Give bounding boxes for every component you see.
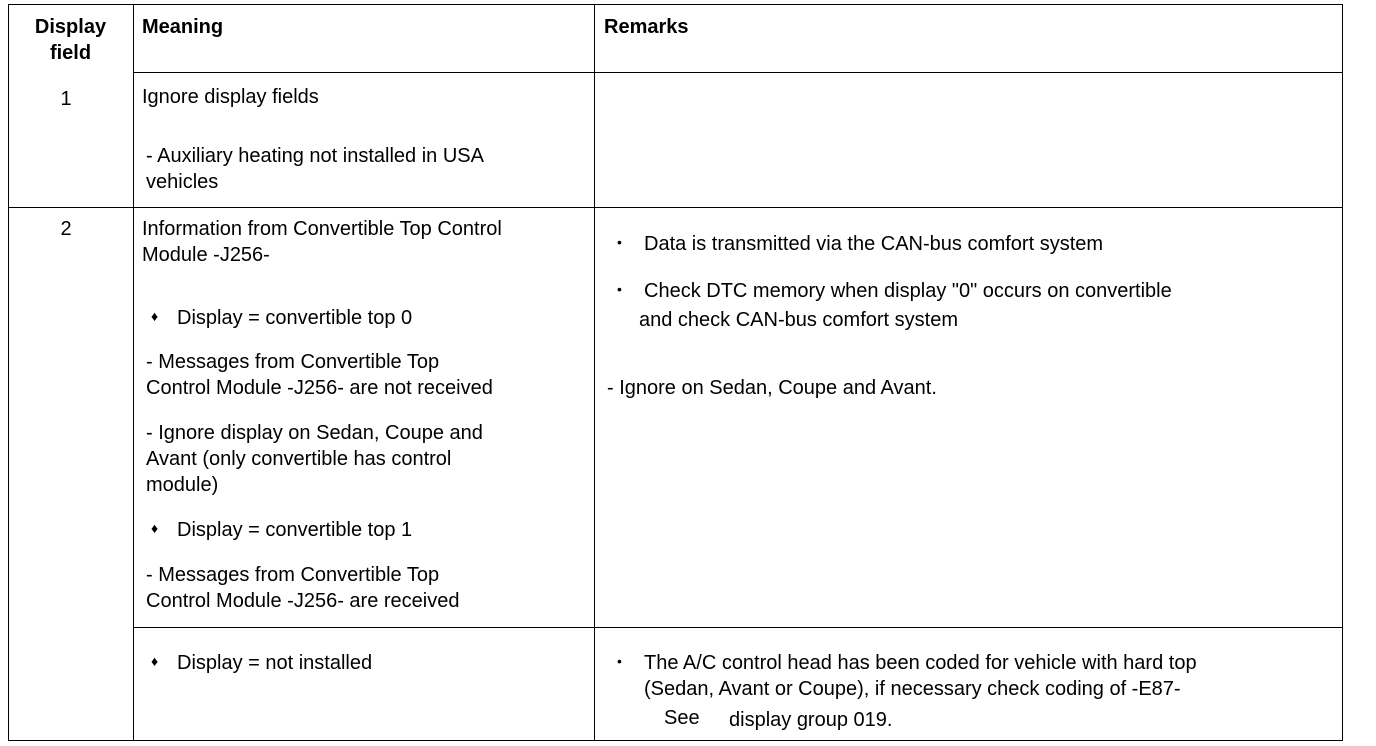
row2-intro-line2: Module -J256- [142, 244, 270, 266]
row1-field-number: 1 [60, 88, 72, 110]
row2-field-number: 2 [60, 218, 72, 240]
table-right-border [1342, 4, 1343, 741]
bullet-dot-icon: • [617, 281, 622, 297]
header-display-label: Display [34, 16, 107, 38]
row3-remark-line1: The A/C control head has been coded for vehicle with hard top [644, 652, 1197, 674]
row1-meaning-line1: Ignore display fields [142, 86, 319, 108]
diamond-bullet-icon: ♦ [151, 653, 159, 669]
header-field-label: field [49, 42, 92, 64]
row3-remark-see: See [664, 707, 700, 729]
column-divider-1 [133, 4, 134, 741]
column-divider-2 [594, 4, 595, 741]
row2-remark-bullet1: Data is transmitted via the CAN-bus comfort system [644, 233, 1104, 255]
row1-meaning-line2: - Auxiliary heating not installed in USA [146, 145, 484, 167]
row2-intro-line1: Information from Convertible Top Control [142, 218, 502, 240]
row3-remark-line2: (Sedan, Avant or Coupe), if necessary check coding of -E87- [644, 678, 1181, 700]
row2-remark-bullet2-line1: Check DTC memory when display "0" occurs on convertible [644, 280, 1172, 302]
row1-bottom-border [8, 207, 1342, 208]
row2-bullet-top1: Display = convertible top 1 [177, 519, 413, 541]
table-top-border [8, 4, 1342, 5]
row2-bullet-top0: Display = convertible top 0 [177, 307, 413, 329]
table-left-border [8, 4, 9, 741]
row2-received-line1: - Messages from Convertible Top [146, 564, 440, 586]
bullet-dot-icon: • [617, 653, 622, 669]
header-meaning: Meaning [142, 16, 224, 38]
row3-meaning-bullet: Display = not installed [177, 652, 373, 674]
header-display-field [8, 14, 133, 66]
header-divider [133, 72, 1342, 73]
row2-ignore-line2: Avant (only convertible has control [146, 448, 452, 470]
row2-ignore-line3: module) [146, 474, 219, 496]
row2-remark-bullet2-line2: and check CAN-bus comfort system [639, 309, 958, 331]
diamond-bullet-icon: ♦ [151, 520, 159, 536]
header-remarks: Remarks [604, 16, 689, 38]
row3-remark-display-group-link[interactable]: display group 019. [729, 709, 893, 731]
row2-sub-divider [133, 627, 1342, 628]
diamond-bullet-icon: ♦ [151, 308, 159, 324]
row1-meaning-line3: vehicles [146, 171, 219, 193]
row2-not-received-line2: Control Module -J256- are not received [146, 377, 493, 399]
row2-ignore-line1: - Ignore display on Sedan, Coupe and [146, 422, 483, 444]
table-bottom-border [8, 740, 1342, 741]
bullet-dot-icon: • [617, 234, 622, 250]
row2-not-received-line1: - Messages from Convertible Top [146, 351, 440, 373]
row2-received-line2: Control Module -J256- are received [146, 590, 460, 612]
row2-remark-ignore: - Ignore on Sedan, Coupe and Avant. [607, 377, 937, 399]
